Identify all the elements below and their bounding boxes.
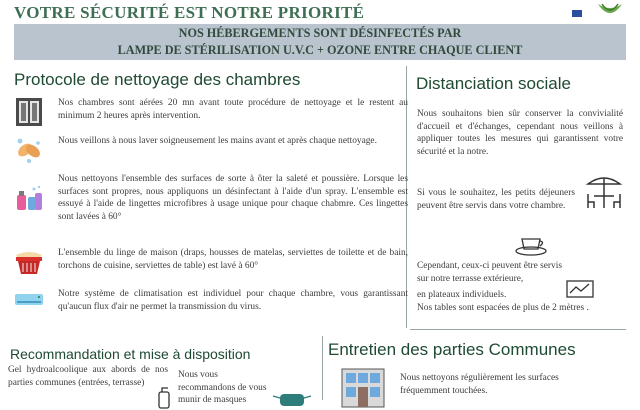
- tray-chart-icon: [565, 277, 595, 301]
- protocol-item-text: Nous veillons à nous laver soigneusement les mains avant et après chaque nettoyage.: [58, 136, 377, 146]
- bottom-column-divider: [322, 336, 323, 400]
- page-title: VOTRE SÉCURITÉ EST NOTRE PRIORITÉ: [14, 3, 365, 22]
- distancing-p3-line-3: en plateaux individuels.: [417, 290, 507, 301]
- terrace-table-icon: [584, 172, 624, 212]
- distancing-title: Distanciation sociale: [416, 74, 571, 93]
- cleaning-spray-icon: [14, 183, 44, 213]
- distancing-paragraph-2: Si vous le souhaitez, les petits déjeuners peuvent être servis dans votre chambre.: [417, 188, 575, 211]
- banner-line-1: NOS HÉBERGEMENTS SONT DÉSINFECTÉS PAR: [178, 26, 462, 40]
- protocol-item-text: Notre système de climatisation est individuel pour chaque chambre, vous garantissant qu'aucun flux d'air ne permet la transmission du virus.: [58, 289, 408, 312]
- protocol-item-text: L'ensemble du linge de maison (draps, housses de matelas, serviettes de toilette et de bain, torchons de cuisine, serviettes de table) est lavé à 60°: [58, 248, 408, 271]
- protocol-item-text: Nos chambres sont aérées 20 mn avant toute procédure de nettoyage et le restent au minimum 2 heures après intervention.: [58, 98, 408, 121]
- building-icon: [340, 367, 386, 407]
- common-areas-text: Nous nettoyons régulièrement les surfaces fréquemment touchées.: [400, 373, 559, 396]
- eu-flag-icon: [572, 10, 582, 17]
- face-mask-icon: [272, 392, 312, 408]
- recommendation-mask-text: Nous vous recommandons de vous munir de masques: [178, 370, 267, 406]
- distancing-p3-line-2: sur notre terrasse extérieure,: [417, 273, 524, 284]
- protocol-title: Protocole de nettoyage des chambres: [14, 70, 301, 89]
- protocol-item-text: Nous nettoyons l'ensemble des surfaces de sorte à ôter la saleté et poussière. Lorsque les surfaces sont propres, nous appliquons un désinfectant à l'aide d'un spray. L'ensemble est essuyé à l'aide de lingettes microfibres à usage unique pour chaque chabmre. Ces lingettes sont lavées à 60°: [58, 174, 408, 222]
- logo-area: [572, 2, 630, 22]
- distancing-p3-line-1: Cependant, ceux-ci peuvent être servis: [417, 261, 562, 271]
- hand-washing-icon: [14, 135, 44, 165]
- laundry-basket-icon: [14, 247, 44, 277]
- section-divider: [410, 329, 626, 330]
- disinfection-banner: [14, 24, 626, 60]
- breakfast-cup-icon: [514, 233, 548, 257]
- distancing-p3-line-4: Nos tables sont espacées de plus de 2 mètres .: [417, 302, 589, 313]
- common-areas-title: Entretien des parties Communes: [328, 340, 576, 359]
- window-icon: [14, 97, 44, 127]
- recommendation-title: Recommandation et mise à disposition: [10, 346, 251, 362]
- distancing-paragraph-1: Nous souhaitons bien sûr conserver la convivialité d'accueil et d'échanges, cependant nous veillons à appliquer toutes les mesures qui garantissent votre sécurité et la notre.: [417, 109, 623, 157]
- leaf-logo-icon: [596, 2, 624, 20]
- air-conditioner-icon: [14, 288, 44, 318]
- hand-sanitizer-icon: [152, 386, 176, 410]
- banner-line-2: LAMPE DE STÉRILISATION U.V.C + OZONE ENTRE CHAQUE CLIENT: [117, 43, 523, 57]
- recommendation-gel-text: Gel hydroalcoolique aux abords de nos parties communes (entrées, terrasse): [8, 365, 168, 388]
